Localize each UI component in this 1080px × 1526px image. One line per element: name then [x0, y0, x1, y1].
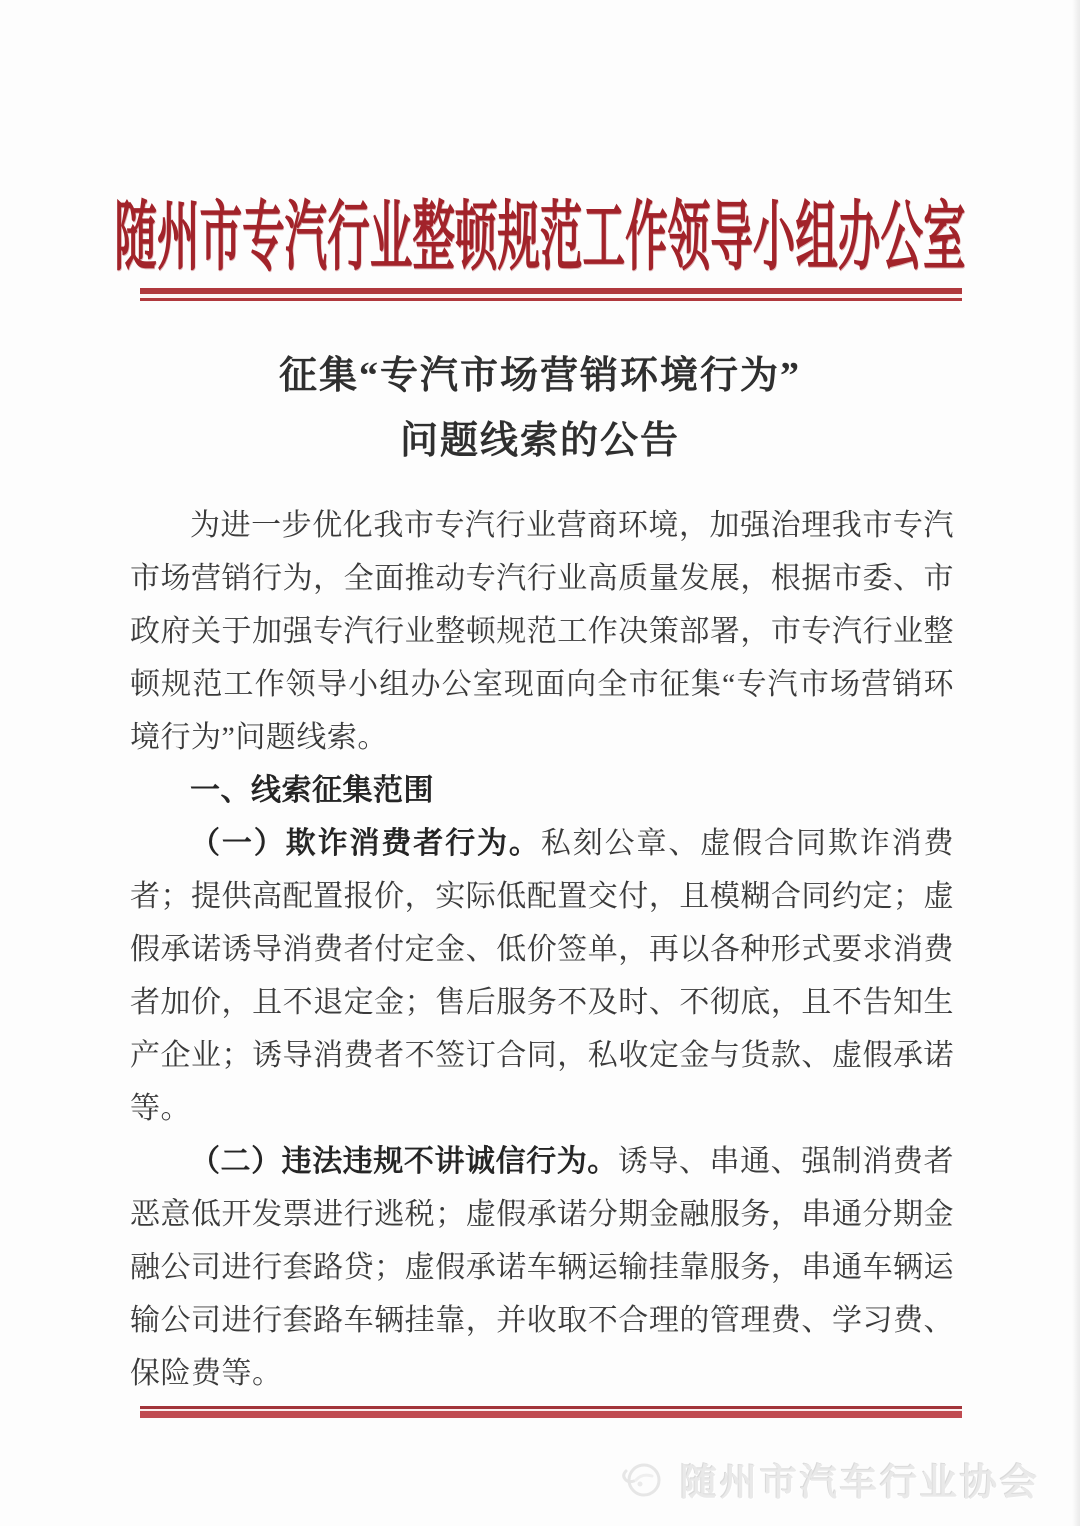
item-1-lead: （一）欺诈消费者行为。: [190, 827, 541, 860]
footer-divider-line: [140, 1406, 962, 1418]
item-2-paragraph: [130, 1135, 954, 1400]
letterhead-divider-line: [140, 288, 962, 301]
photo-edge-shadow: [1072, 0, 1080, 1526]
association-name: 随州市汽车行业协会: [680, 1463, 1040, 1504]
footer-watermark: [616, 1452, 1040, 1506]
letterhead: [0, 176, 1080, 285]
item-1-paragraph: [130, 817, 954, 1135]
intro-paragraph: 为进一步优化我市专汽行业营商环境，加强治理我市专汽市场营销行为，全面推动专汽行业高质量发展，根据市委、市政府关于加强专汽行业整顿规范工作决策部署，市专汽行业整顿规范工作领导小组办公室现面向全市征集“专汽市场营销环境行为”问题线索。: [130, 509, 954, 754]
document-body: [130, 499, 954, 1400]
item-1-text: 私刻公章、虚假合同欺诈消费者；提供高配置报价，实际低配置交付，且模糊合同约定；虚假承诺诱导消费者付定金、低价签单，再以各种形式要求消费者加价，且不退定金；售后服务不及时、不彻底，且不告知生产企业；诱导消费者不签订合同，私收定金与货款、虚假承诺等。: [130, 827, 955, 1125]
announcement-title-line1: 征集“专汽市场营销环境行为”: [278, 355, 801, 397]
association-logo-icon: [616, 1453, 668, 1505]
item-2-text: 诱导、串通、强制消费者恶意低开发票进行逃税；虚假承诺分期金融服务，串通分期金融公司进行套路贷；虚假承诺车辆运输挂靠服务，串通车辆运输公司进行套路车辆挂靠，并收取不合理的管理费、学习费、保险费等。: [130, 1145, 954, 1390]
letterhead-org-title: 随州市专汽行业整顿规范工作领导小组办公室: [114, 196, 966, 280]
item-2-lead: （二）违法违规不讲诚信行为。: [190, 1145, 618, 1178]
announcement-title: [0, 344, 1080, 474]
section-heading-scope: 一、线索征集范围: [190, 774, 434, 807]
announcement-title-line2: 问题线索的公告: [399, 420, 680, 462]
